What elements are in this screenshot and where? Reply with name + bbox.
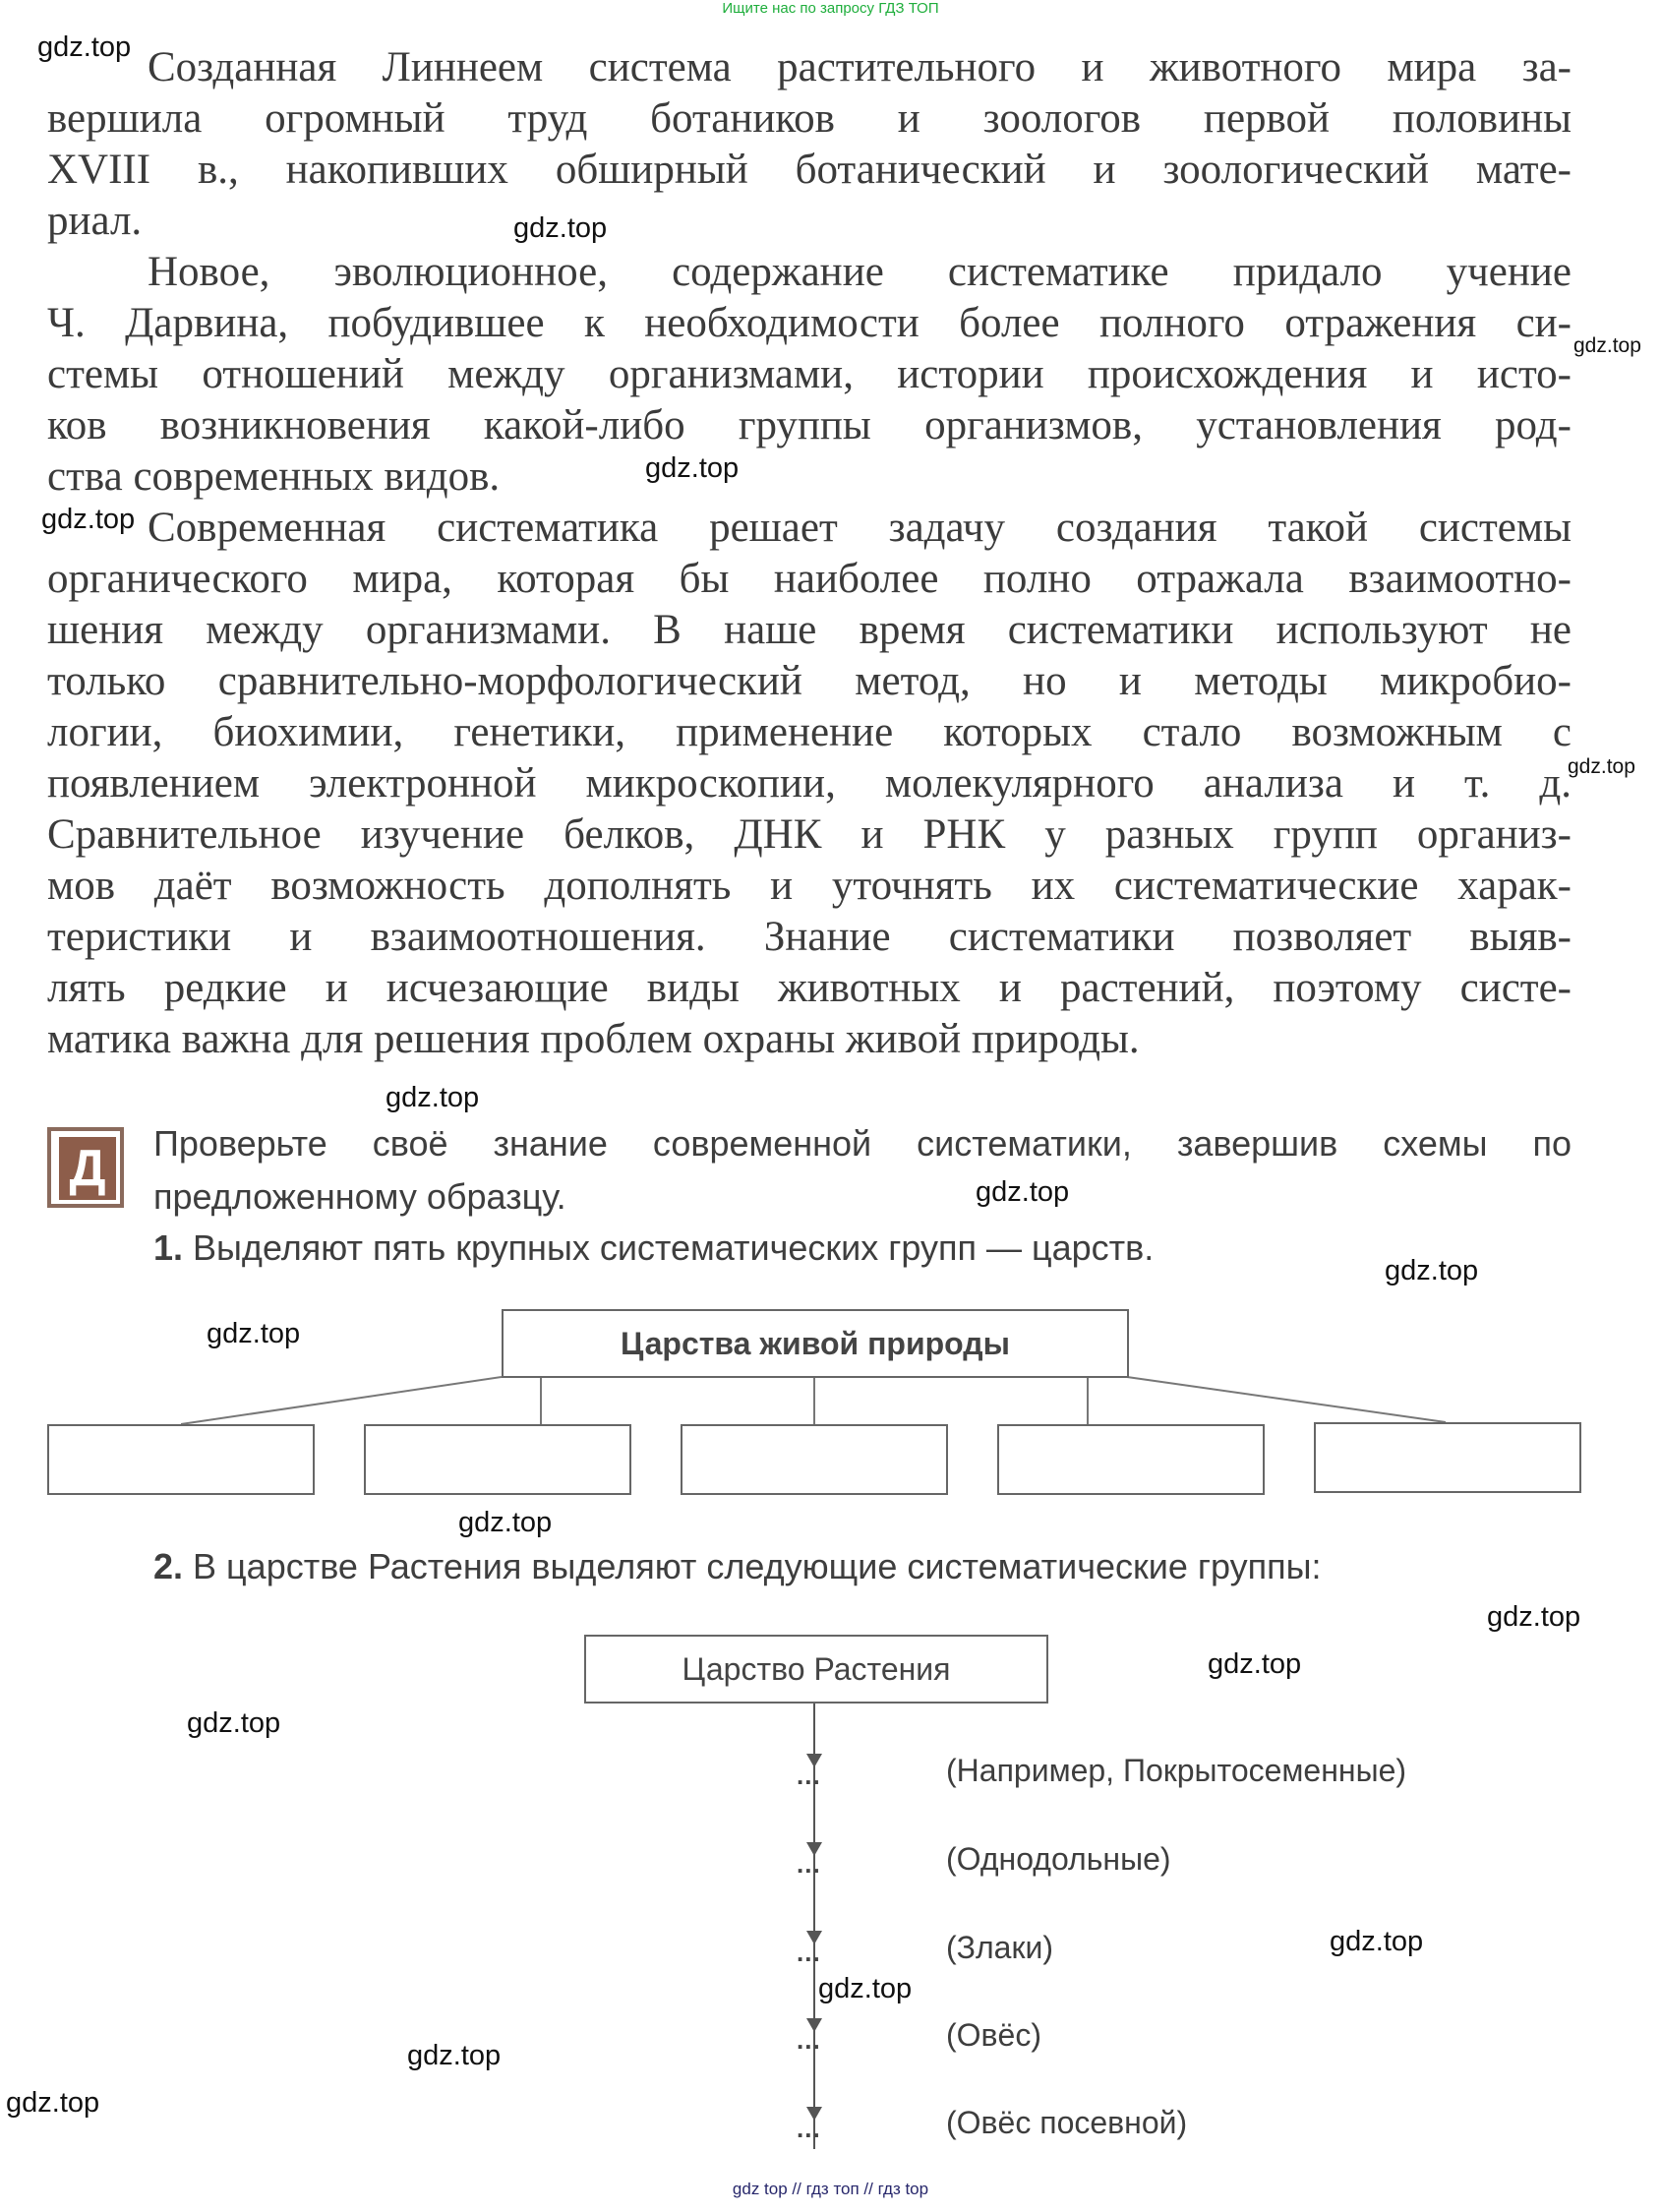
text-line: лять редкие и исчезающие виды животных и растений, поэтому систе- bbox=[47, 965, 1572, 1011]
watermark: gdz.top bbox=[1568, 755, 1635, 778]
connector-line bbox=[181, 1377, 502, 1424]
answer-placeholder[interactable]: ... bbox=[797, 2114, 821, 2143]
watermark: gdz.top bbox=[1208, 1648, 1302, 1680]
item-number: 2. bbox=[153, 1546, 184, 1586]
watermark: gdz.top bbox=[1487, 1601, 1581, 1633]
watermark: gdz.top bbox=[513, 212, 608, 244]
task-intro-line: предложенному образцу. bbox=[153, 1176, 566, 1217]
text-line: Современная систематика решает задачу создания такой системы bbox=[148, 505, 1572, 551]
answer-placeholder[interactable]: ... bbox=[797, 1849, 821, 1879]
watermark: gdz.top bbox=[41, 504, 136, 535]
text-line: XVIII в., накопивших обширный ботанический и зоологический мате- bbox=[47, 147, 1572, 193]
text-line: матика важна для решения проблем охраны живой природы. bbox=[47, 1016, 1140, 1062]
text-line: мов даёт возможность дополнять и уточнять их систематические харак- bbox=[47, 863, 1572, 909]
connector-line bbox=[1127, 1377, 1446, 1422]
footer-note: gdz top // гдз топ // гдз top bbox=[732, 2180, 929, 2198]
task-item-2 bbox=[153, 1546, 1321, 1591]
text-line: появлением электронной микроскопии, молекулярного анализа и т. д. bbox=[47, 760, 1572, 807]
example-label: (Овёс) bbox=[946, 2017, 1041, 2053]
text-line: вершила огромный труд ботаников и зоологов первой половины bbox=[47, 95, 1572, 142]
kingdom-answer-box[interactable] bbox=[1314, 1422, 1581, 1493]
watermark: gdz.top bbox=[207, 1318, 301, 1349]
kingdom-answer-box[interactable] bbox=[681, 1424, 948, 1495]
kingdom-answer-box[interactable] bbox=[47, 1424, 315, 1495]
watermark: gdz.top bbox=[6, 2087, 100, 2119]
text-line: только сравнительно-морфологический метод, но и методы микробио- bbox=[47, 658, 1572, 704]
answer-placeholder[interactable]: ... bbox=[797, 1761, 821, 1790]
plant-kingdom-box: Царство Растения bbox=[584, 1635, 1048, 1704]
example-label: (Овёс посевной) bbox=[946, 2105, 1188, 2140]
watermark: gdz.top bbox=[458, 1507, 553, 1538]
watermark: gdz.top bbox=[386, 1082, 480, 1113]
top-search-note: Ищите нас по запросу ГДЗ ТОП bbox=[722, 0, 939, 17]
text-line: стемы отношений между организмами, истории происхождения и исто- bbox=[47, 351, 1572, 397]
answer-placeholder[interactable]: ... bbox=[797, 1938, 821, 1967]
watermark: gdz.top bbox=[976, 1176, 1070, 1208]
watermark: gdz.top bbox=[1573, 334, 1641, 357]
watermark: gdz.top bbox=[1330, 1926, 1424, 1957]
watermark: gdz.top bbox=[1385, 1255, 1479, 1286]
text-line: ков возникновения какой-либо группы организмов, установления род- bbox=[47, 402, 1572, 448]
task-icon-letter: Д bbox=[59, 1137, 116, 1200]
item-number: 1. bbox=[153, 1227, 184, 1268]
text-line: Ч. Дарвина, побудившее к необходимости более полного отражения си- bbox=[47, 300, 1572, 346]
item-text: В царстве Растения выделяют следующие систематические группы: bbox=[193, 1546, 1322, 1586]
text-line: Новое, эволюционное, содержание систематике придало учение bbox=[148, 249, 1572, 295]
kingdom-answer-box[interactable] bbox=[364, 1424, 631, 1495]
watermark: gdz.top bbox=[187, 1707, 281, 1739]
text-line: шения между организмами. В наше время систематики используют не bbox=[47, 607, 1572, 653]
text-line: логии, биохимии, генетики, применение которых стало возможным с bbox=[47, 709, 1572, 755]
watermark: gdz.top bbox=[37, 31, 132, 63]
text-line: риал. bbox=[47, 198, 143, 244]
task-intro-line: Проверьте своё знание современной систематики, завершив схемы по bbox=[153, 1123, 1572, 1164]
example-label: (Например, Покрытосеменные) bbox=[946, 1753, 1407, 1788]
text-line: Созданная Линнеем система растительного и животного мира за- bbox=[148, 44, 1572, 90]
text-line: органического мира, которая бы наиболее полно отражала взаимоотно- bbox=[47, 556, 1572, 602]
example-label: (Однодольные) bbox=[946, 1841, 1171, 1877]
kingdoms-title-box: Царства живой природы bbox=[502, 1309, 1129, 1378]
item-text: Выделяют пять крупных систематических групп — царств. bbox=[193, 1227, 1155, 1268]
kingdom-answer-box[interactable] bbox=[997, 1424, 1265, 1495]
text-line: ства современных видов. bbox=[47, 453, 501, 500]
example-label: (Злаки) bbox=[946, 1930, 1053, 1965]
text-line: теристики и взаимоотношения. Знание систематики позволяет выяв- bbox=[47, 914, 1572, 960]
watermark: gdz.top bbox=[407, 2040, 502, 2071]
text-line: Сравнительное изучение белков, ДНК и РНК у разных групп организ- bbox=[47, 811, 1572, 858]
answer-placeholder[interactable]: ... bbox=[797, 2025, 821, 2055]
watermark: gdz.top bbox=[818, 1973, 913, 2004]
watermark: gdz.top bbox=[645, 452, 740, 484]
